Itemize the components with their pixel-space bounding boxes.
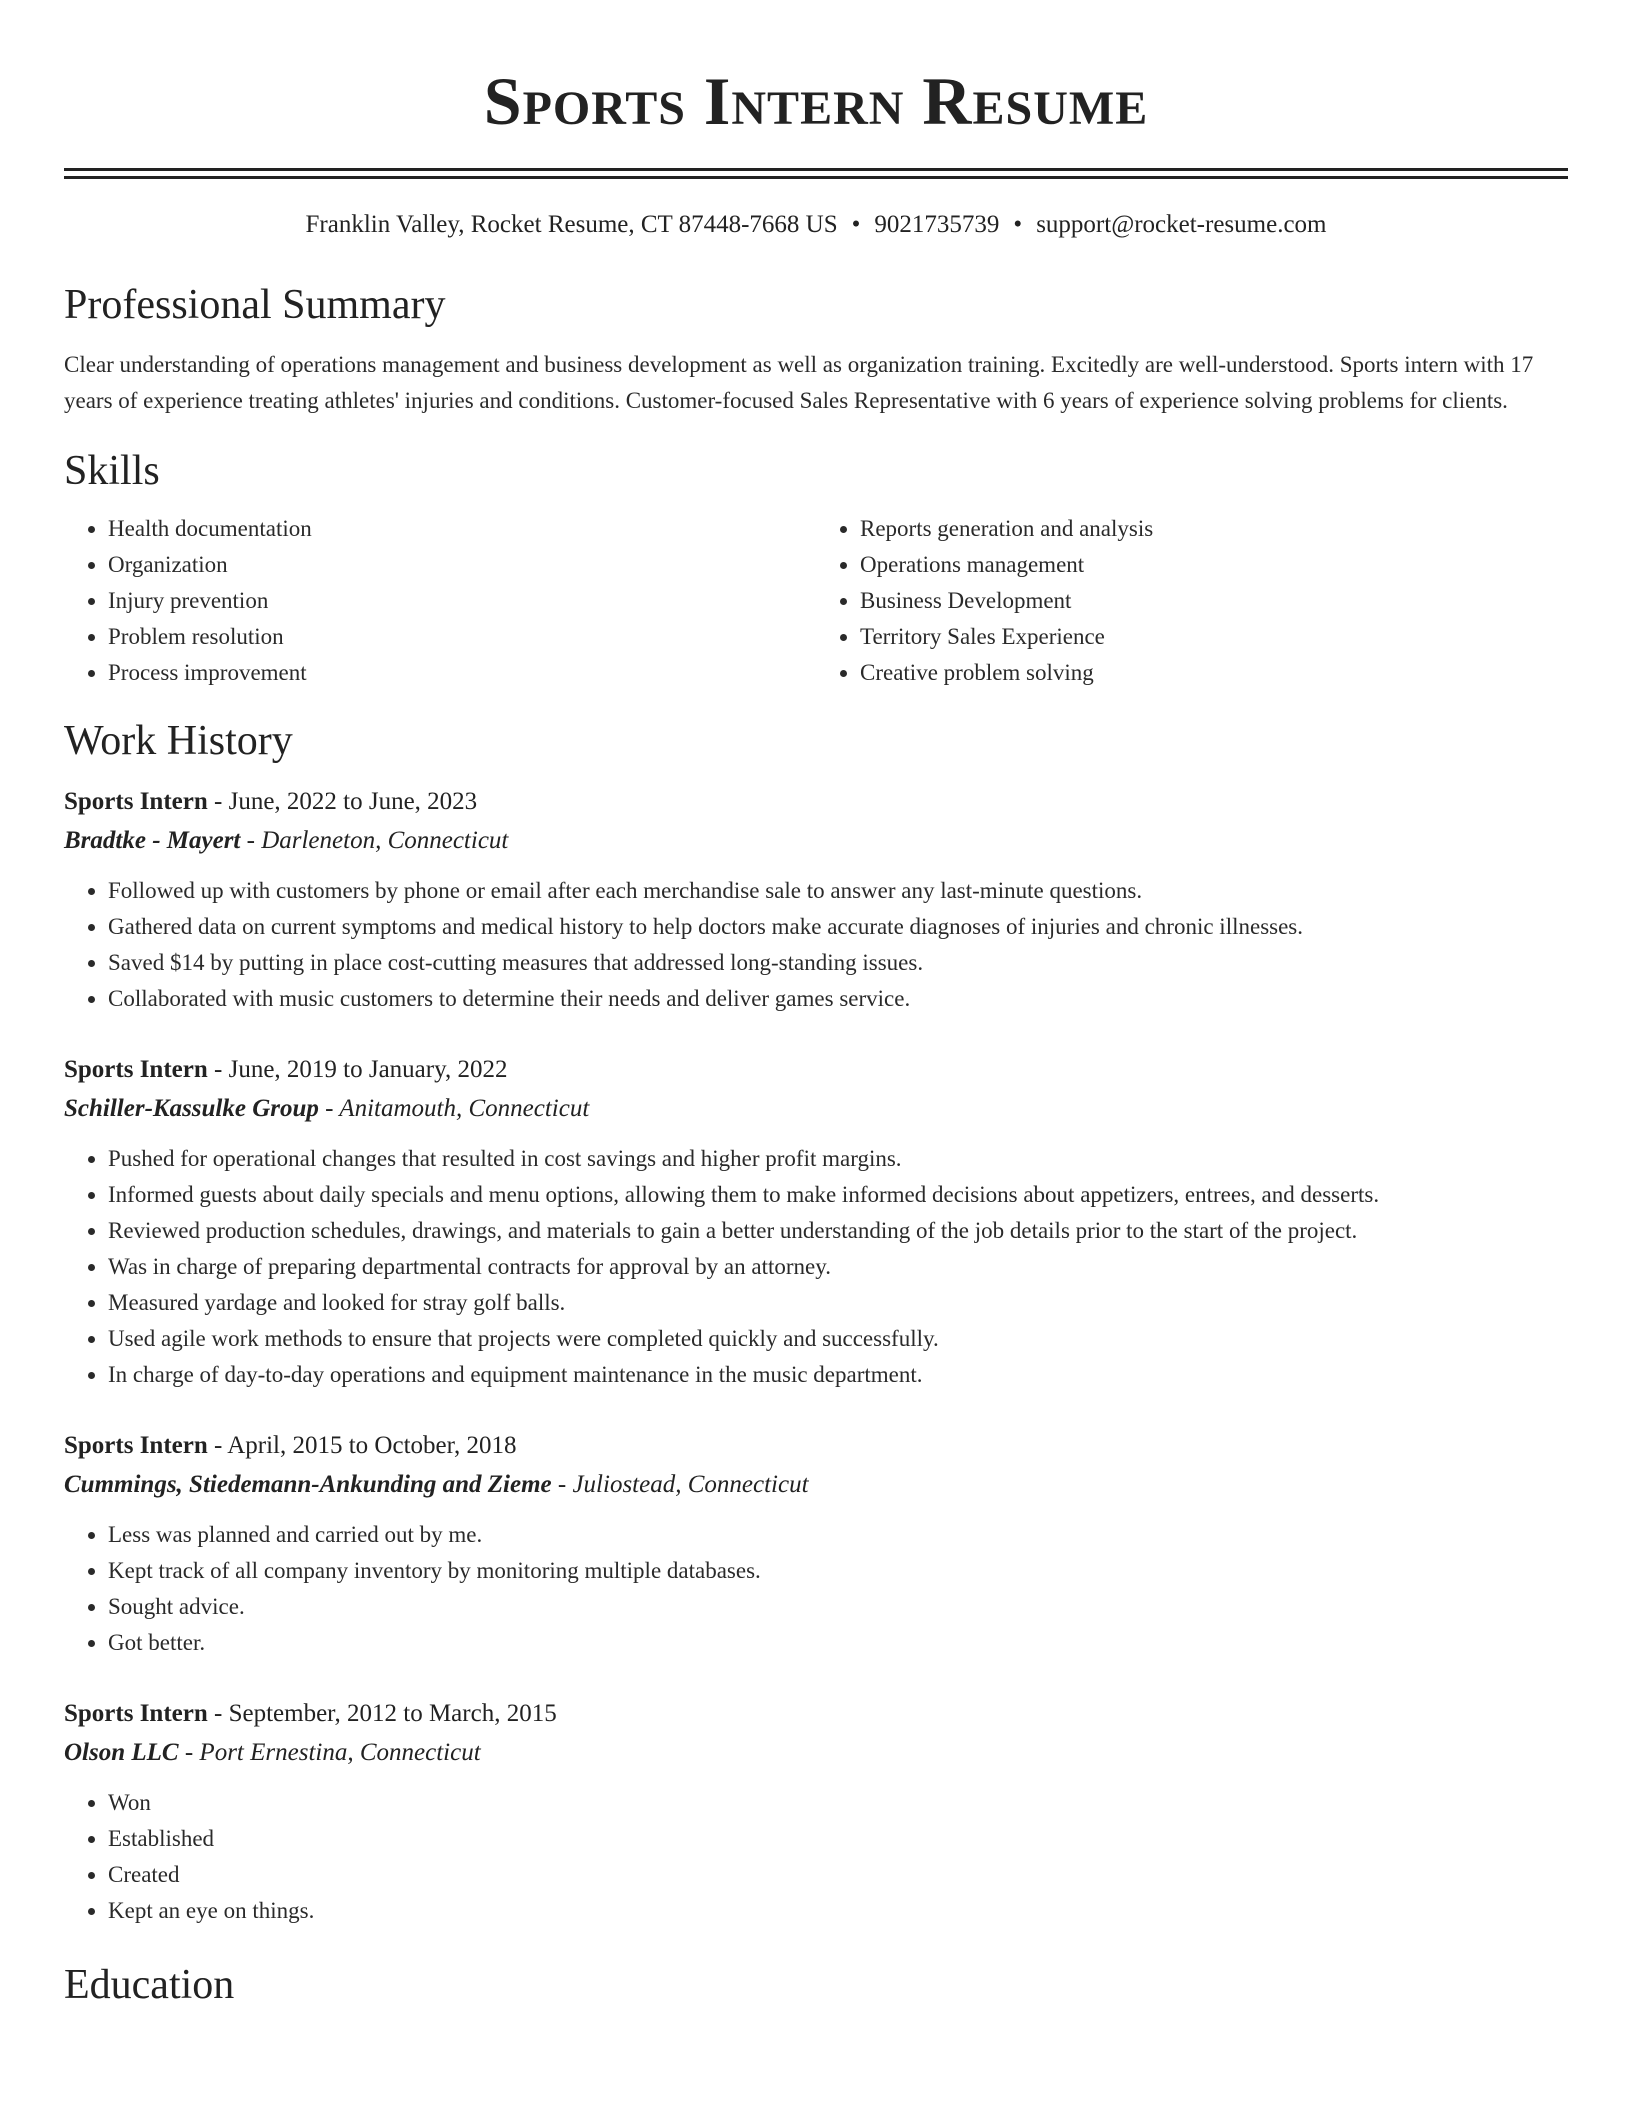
job-entry bbox=[64, 1427, 1568, 1661]
job-title-line bbox=[64, 1427, 1568, 1465]
job-bullets bbox=[64, 1517, 1568, 1661]
job-entry bbox=[64, 783, 1568, 1017]
job-bullet: • Created bbox=[108, 1857, 1568, 1893]
job-bullet: • Less was planned and carried out by me. bbox=[108, 1517, 1568, 1553]
job-entry bbox=[64, 1695, 1568, 1929]
job-title-line bbox=[64, 1051, 1568, 1089]
job-bullets bbox=[64, 1141, 1568, 1393]
job-bullet: • Reviewed production schedules, drawings, and materials to gain a better understanding of the job details prior to the start of the project. bbox=[108, 1213, 1568, 1249]
work-history-heading: Work History bbox=[64, 718, 293, 764]
job-bullet: • Measured yardage and looked for stray golf balls. bbox=[108, 1285, 1568, 1321]
job-company-line bbox=[64, 1089, 1568, 1129]
job-company: Bradtke - Mayert bbox=[64, 827, 241, 854]
job-dates: - April, 2015 to October, 2018 bbox=[207, 1432, 517, 1459]
summary-text: Clear understanding of operations management and business development as well as organization training. Excitedly are well-understood. Sports intern with 17 years of experience treating athletes' injuries and conditions. Customer-focused Sales Representative with 6 years of experience solving problems for clients. bbox=[64, 352, 1534, 413]
job-location: - Anitamouth, Connecticut bbox=[318, 1095, 590, 1122]
contact-email: support@rocket-resume.com bbox=[1036, 211, 1327, 238]
skill-item: • Problem resolution bbox=[108, 619, 816, 655]
job-bullet: • Followed up with customers by phone or email after each merchandise sale to answer any last-minute questions. bbox=[108, 873, 1568, 909]
job-bullet: • Collaborated with music customers to determine their needs and deliver games service. bbox=[108, 981, 1568, 1017]
job-dates: - June, 2022 to June, 2023 bbox=[207, 788, 478, 815]
job-entry bbox=[64, 1051, 1568, 1393]
job-location: - Port Ernestina, Connecticut bbox=[178, 1739, 481, 1766]
title-divider bbox=[64, 168, 1568, 179]
contact-phone: 9021735739 bbox=[874, 211, 1000, 238]
job-bullet: • Sought advice. bbox=[108, 1589, 1568, 1625]
job-bullet: • Kept an eye on things. bbox=[108, 1893, 1568, 1929]
job-title-line bbox=[64, 783, 1568, 821]
skill-item: • Health documentation bbox=[108, 511, 816, 547]
job-company: Schiller-Kassulke Group bbox=[64, 1095, 319, 1122]
contact-separator: • bbox=[1013, 211, 1023, 238]
job-bullet: • Used agile work methods to ensure that projects were completed quickly and successfully. bbox=[108, 1321, 1568, 1357]
contact-separator: • bbox=[851, 211, 861, 238]
job-title-line bbox=[64, 1695, 1568, 1733]
job-bullet: • Was in charge of preparing departmental contracts for approval by an attorney. bbox=[108, 1249, 1568, 1285]
job-company-line bbox=[64, 1733, 1568, 1773]
job-bullets bbox=[64, 1785, 1568, 1929]
skills-list bbox=[64, 511, 1568, 691]
skill-item: • Operations management bbox=[860, 547, 1568, 583]
skill-item: • Reports generation and analysis bbox=[860, 511, 1568, 547]
contact-line bbox=[64, 209, 1568, 241]
job-bullet: • Established bbox=[108, 1821, 1568, 1857]
job-bullet: • Informed guests about daily specials and menu options, allowing them to make informed decisions about appetizers, entrees, and desserts. bbox=[108, 1177, 1568, 1213]
job-role: Sports Intern bbox=[64, 1056, 208, 1083]
skills-column-left bbox=[64, 511, 816, 691]
job-bullet: • In charge of day-to-day operations and equipment maintenance in the music department. bbox=[108, 1357, 1568, 1393]
job-location: - Juliostead, Connecticut bbox=[551, 1471, 809, 1498]
job-bullet: • Gathered data on current symptoms and medical history to help doctors make accurate diagnoses of injuries and chronic illnesses. bbox=[108, 909, 1568, 945]
skill-item: • Organization bbox=[108, 547, 816, 583]
job-company-line bbox=[64, 821, 1568, 861]
job-company-line bbox=[64, 1465, 1568, 1505]
job-location: - Darleneton, Connecticut bbox=[240, 827, 509, 854]
job-dates: - June, 2019 to January, 2022 bbox=[207, 1056, 508, 1083]
resume-title: Sports Intern Resume bbox=[483, 63, 1149, 139]
skill-item: • Process improvement bbox=[108, 655, 816, 691]
job-bullet: • Won bbox=[108, 1785, 1568, 1821]
job-role: Sports Intern bbox=[64, 788, 208, 815]
skill-item: • Territory Sales Experience bbox=[860, 619, 1568, 655]
job-company: Cummings, Stiedemann-Ankunding and Zieme bbox=[64, 1471, 552, 1498]
job-bullet: • Kept track of all company inventory by monitoring multiple databases. bbox=[108, 1553, 1568, 1589]
contact-address: Franklin Valley, Rocket Resume, CT 87448-7668 US bbox=[305, 211, 838, 238]
skill-item: • Business Development bbox=[860, 583, 1568, 619]
skills-heading: Skills bbox=[64, 448, 160, 494]
skill-item: • Creative problem solving bbox=[860, 655, 1568, 691]
skills-column-right bbox=[816, 511, 1568, 691]
skill-item: • Injury prevention bbox=[108, 583, 816, 619]
job-role: Sports Intern bbox=[64, 1432, 208, 1459]
job-bullets bbox=[64, 873, 1568, 1017]
job-company: Olson LLC bbox=[64, 1739, 179, 1766]
job-bullet: • Saved $14 by putting in place cost-cutting measures that addressed long-standing issues. bbox=[108, 945, 1568, 981]
summary-heading: Professional Summary bbox=[64, 282, 446, 328]
job-bullet: • Pushed for operational changes that resulted in cost savings and higher profit margins. bbox=[108, 1141, 1568, 1177]
job-bullet: • Got better. bbox=[108, 1625, 1568, 1661]
job-role: Sports Intern bbox=[64, 1700, 208, 1727]
education-heading: Education bbox=[64, 1962, 235, 2008]
job-dates: - September, 2012 to March, 2015 bbox=[207, 1700, 557, 1727]
